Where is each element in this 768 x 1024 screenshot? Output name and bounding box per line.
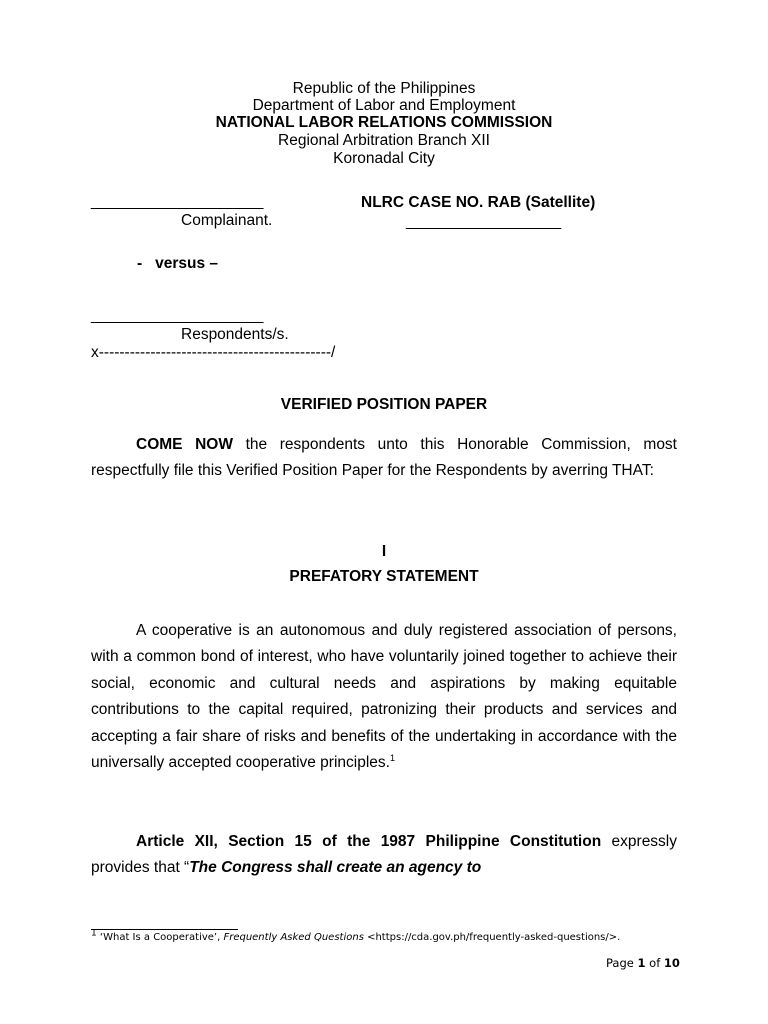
case-number: NLRC CASE NO. RAB (Satellite) xyxy=(361,194,596,211)
header-commission: NATIONAL LABOR RELATIONS COMMISSION xyxy=(215,114,553,131)
constitution-quote: The Congress shall create an agency to xyxy=(189,859,482,877)
footnote-source: Frequently Asked Questions xyxy=(223,932,364,943)
document-title: VERIFIED POSITION PAPER xyxy=(280,396,488,413)
constitution-text: expressly provides that “ xyxy=(91,833,678,877)
prefatory-text: A cooperative is an autonomous and duly registered association of persons, with a common bond of interest, who have voluntarily joined together to achieve their social, economic and cultural needs and aspirations by making equitable contributions to the capital required, patronizing their products and services and accepting a fair share of risks and benefits of the undertaking in accordance with the universally accepted cooperative principles. xyxy=(91,622,677,772)
prefatory-paragraph xyxy=(91,618,677,776)
header-city: Koronadal City xyxy=(333,150,435,167)
respondent-label: Respondents/s. xyxy=(181,326,289,343)
intro-paragraph xyxy=(91,432,677,485)
footnote xyxy=(91,928,621,943)
header-republic: Republic of the Philippines xyxy=(292,80,476,97)
versus-label: - versus – xyxy=(137,255,218,272)
intro-lead: COME NOW xyxy=(136,436,233,453)
case-number-blank: __________________ xyxy=(406,213,562,230)
footnote-url: <https://cda.gov.ph/frequently-asked-questions/>. xyxy=(363,932,621,943)
section-title: PREFATORY STATEMENT xyxy=(289,568,479,585)
caption-closing-line: x---------------------------------------------/ xyxy=(91,344,336,361)
complainant-blank: ____________________ xyxy=(91,193,264,210)
footnote-separator xyxy=(91,929,238,930)
header-department: Department of Labor and Employment xyxy=(252,97,516,114)
footnote-title: ‘What Is a Cooperative’, xyxy=(96,932,224,943)
intro-text: the respondents unto this Honorable Commission, most respectfully file this Verified Position Paper for the Respondents by averring THAT: xyxy=(91,436,677,480)
footnote-reference: 1 xyxy=(389,752,395,763)
constitution-lead: Article XII, Section 15 of the 1987 Philippine Constitution xyxy=(136,833,602,850)
section-number: I xyxy=(381,543,387,560)
footnote-marker: 1 xyxy=(91,928,97,939)
header-branch: Regional Arbitration Branch XII xyxy=(278,132,490,149)
respondent-blank: ____________________ xyxy=(91,307,264,324)
constitution-paragraph xyxy=(91,829,677,882)
page-number: Page 1 of 10 xyxy=(606,956,680,970)
complainant-label: Complainant. xyxy=(181,212,273,229)
